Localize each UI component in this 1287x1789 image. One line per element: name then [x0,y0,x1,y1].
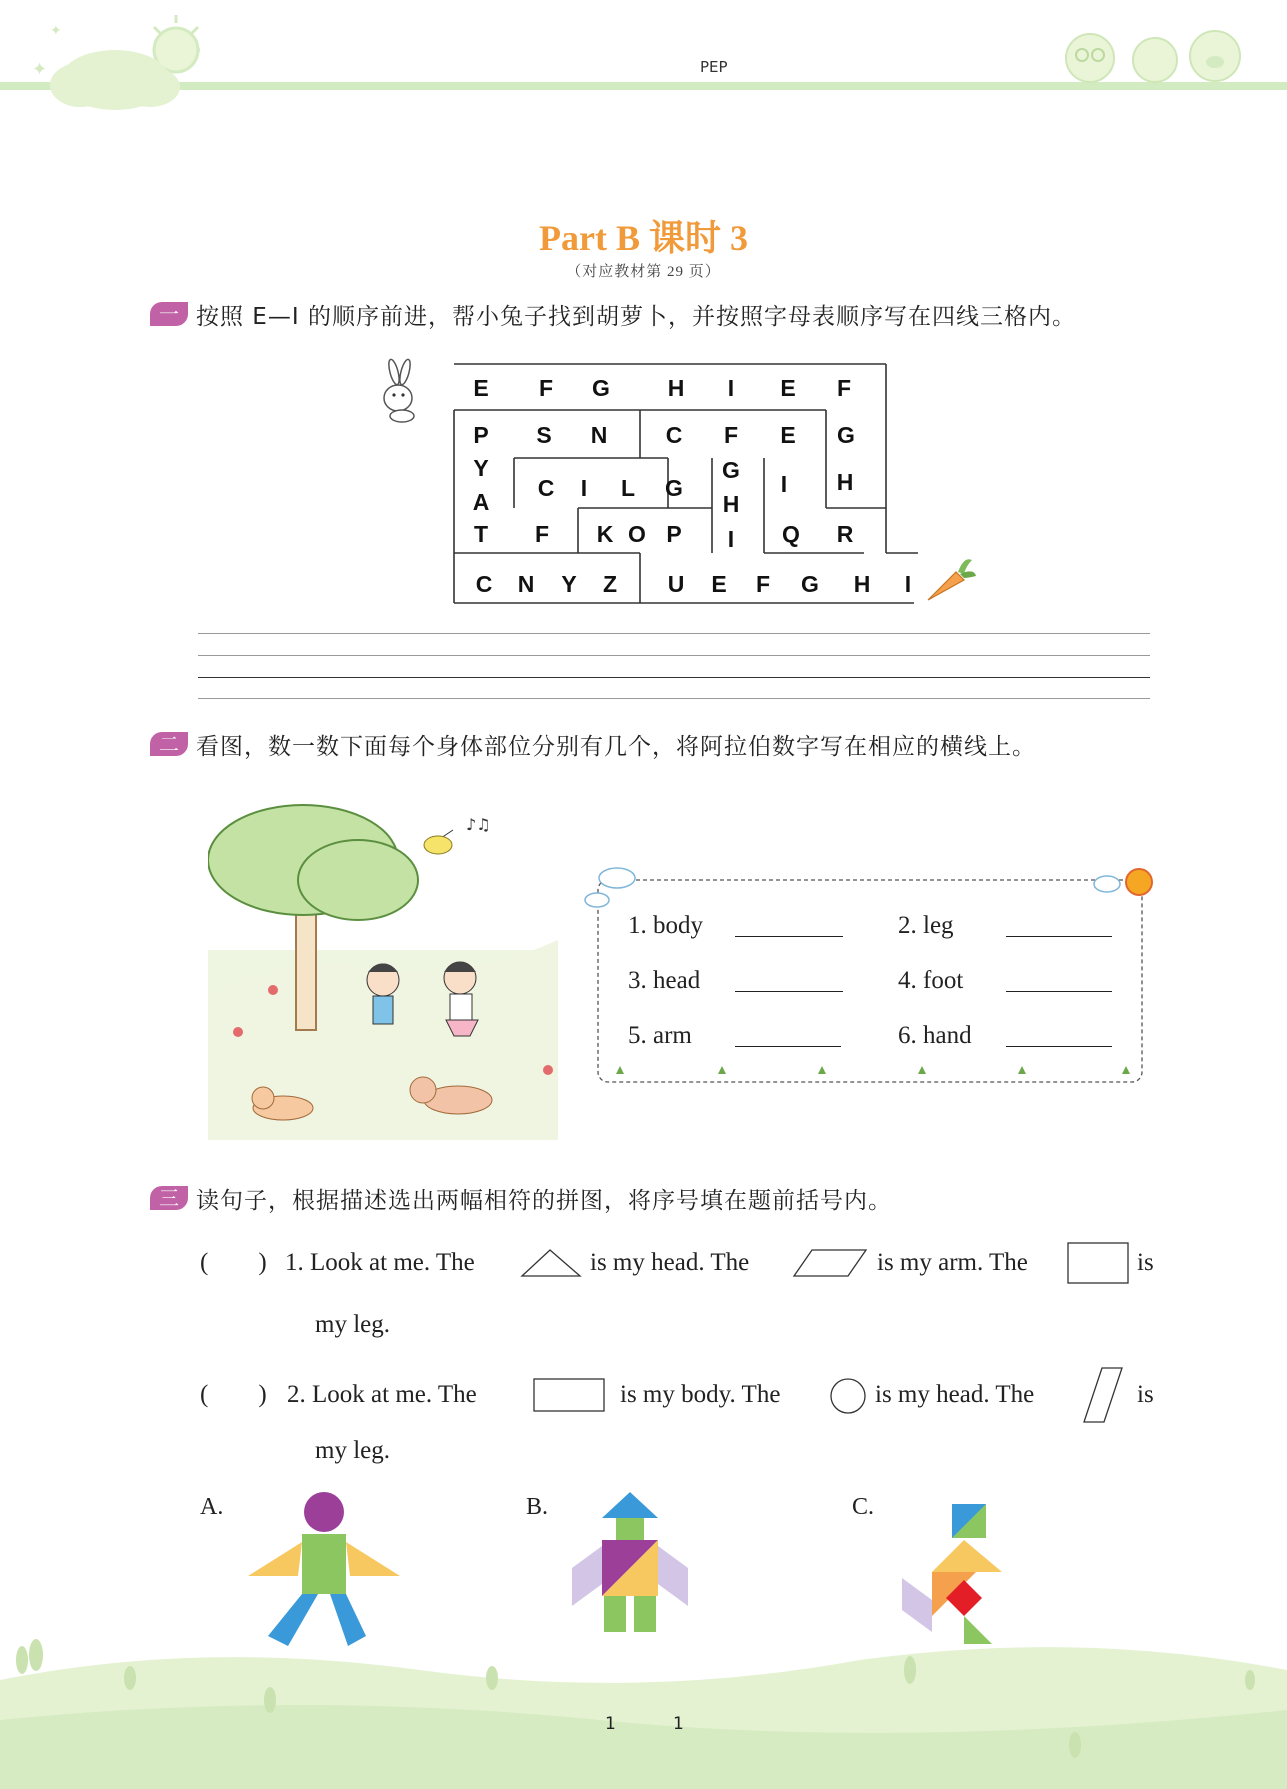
maze-letter: C [537,475,555,501]
maze-letter: N [590,422,608,448]
maze-letter: H [722,491,740,517]
maze-letter: O [628,521,646,547]
answer-blank[interactable] [1006,991,1112,992]
item-leg: 2. leg [898,912,954,939]
item-hand: 6. hand [898,1022,972,1049]
section1-instruction: 按照 E—I 的顺序前进，帮小兔子找到胡萝卜，并按照字母表顺序写在四线三格内。 [196,304,1076,330]
triangle-icon [518,1246,584,1280]
maze-letter: G [665,475,683,501]
maze-letter: H [667,375,685,401]
section1-badge: 一 [150,302,188,326]
answer-blank[interactable] [735,991,843,992]
maze-letter: I [580,475,588,501]
maze-letter: C [665,422,683,448]
maze-letter: F [755,571,771,597]
maze-letter: A [472,489,490,515]
maze-letter: C [475,571,493,597]
q2-paren[interactable]: ( ) [200,1381,267,1408]
maze-letter: I [727,526,735,552]
maze-letter: F [836,375,852,401]
maze-letter: G [801,571,819,597]
maze-letter: Z [602,571,618,597]
item-foot: 4. foot [898,967,964,994]
item-head: 3. head [628,967,701,994]
writing-line [198,633,1150,634]
page-number-right: 1 [673,1714,684,1734]
series-label: PEP [700,58,728,76]
option-c-label: C. [852,1494,875,1520]
rabbit-icon [372,358,432,423]
q1-text-start: 1. Look at me. The [285,1249,475,1276]
slanted-parallelogram-icon [1080,1364,1128,1426]
q1-text-end: my leg. [315,1311,390,1338]
maze-letter: L [620,475,636,501]
q1-text-is: is [1137,1249,1154,1276]
maze-letter: E [780,375,796,401]
maze-letter: E [473,375,489,401]
item-arm: 5. arm [628,1022,692,1049]
answer-blank[interactable] [735,936,843,937]
rectangle-icon [1066,1241,1130,1285]
cloud-sun-decoration [20,5,200,115]
maze-letter: I [727,375,735,401]
maze-letter: U [667,571,685,597]
maze-letter: F [538,375,554,401]
maze-letter: G [592,375,610,401]
item-body: 1. body [628,912,703,939]
maze-letter: Q [782,521,800,547]
maze-letter: H [836,469,854,495]
maze-letter: P [666,521,682,547]
letter-maze [448,360,928,610]
maze-letter: E [780,422,796,448]
maze-letter: G [837,422,855,448]
svg-text:♪♫: ♪♫ [466,815,491,834]
option-a-label: A. [200,1494,224,1520]
maze-letters [473,375,912,597]
svg-text:✦: ✦ [32,59,48,80]
maze-letter: R [836,521,854,547]
q1-paren[interactable]: ( ) [200,1249,267,1276]
q2-text-mid1: is my body. The [620,1381,781,1408]
maze-letter: K [596,521,614,547]
maze-letter: F [723,422,739,448]
q2-text-is: is [1137,1381,1154,1408]
grass-hills-decoration [0,1600,1287,1789]
maze-letter: S [536,422,552,448]
maze-letter: I [780,471,788,497]
maze-letter: F [534,521,550,547]
section2-instruction: 看图，数一数下面每个身体部位分别有几个，将阿拉伯数字写在相应的横线上。 [196,734,1036,760]
answer-blank[interactable] [735,1046,841,1047]
maze-letter: I [904,571,912,597]
writing-line [198,677,1150,678]
q2-text-start: 2. Look at me. The [287,1381,477,1408]
q1-text-mid1: is my head. The [590,1249,750,1276]
q1-text-mid2: is my arm. The [877,1249,1028,1276]
maze-letter: H [853,571,871,597]
option-b-label: B. [526,1494,549,1520]
rectangle-icon [532,1377,606,1413]
page-subtitle: （对应教材第 29 页） [566,264,721,280]
maze-letter: Y [473,455,489,481]
animals-decoration [1055,20,1255,85]
writing-line [198,698,1150,699]
maze-letter: G [722,457,740,483]
answer-blank[interactable] [1006,936,1112,937]
svg-text:✦: ✦ [50,23,62,39]
section3-badge: 三 [150,1186,188,1210]
page-title: Part B 课时 3 [539,218,748,258]
q2-text-end: my leg. [315,1437,390,1464]
q2-text-mid2: is my head. The [875,1381,1035,1408]
maze-letter: N [517,571,535,597]
carrot-icon [920,550,980,610]
maze-letter: T [473,521,489,547]
section2-badge: 二 [150,732,188,756]
maze-letter: E [711,571,727,597]
maze-letter: Y [561,571,577,597]
writing-line [198,655,1150,656]
circle-icon [829,1377,867,1415]
park-scene-illustration [208,800,558,1140]
page-number-left: 1 [605,1714,616,1734]
section3-instruction: 读句子，根据描述选出两幅相符的拼图，将序号填在题前括号内。 [196,1188,892,1214]
answer-blank[interactable] [1006,1046,1112,1047]
parallelogram-icon [790,1246,870,1280]
maze-letter: P [473,422,489,448]
